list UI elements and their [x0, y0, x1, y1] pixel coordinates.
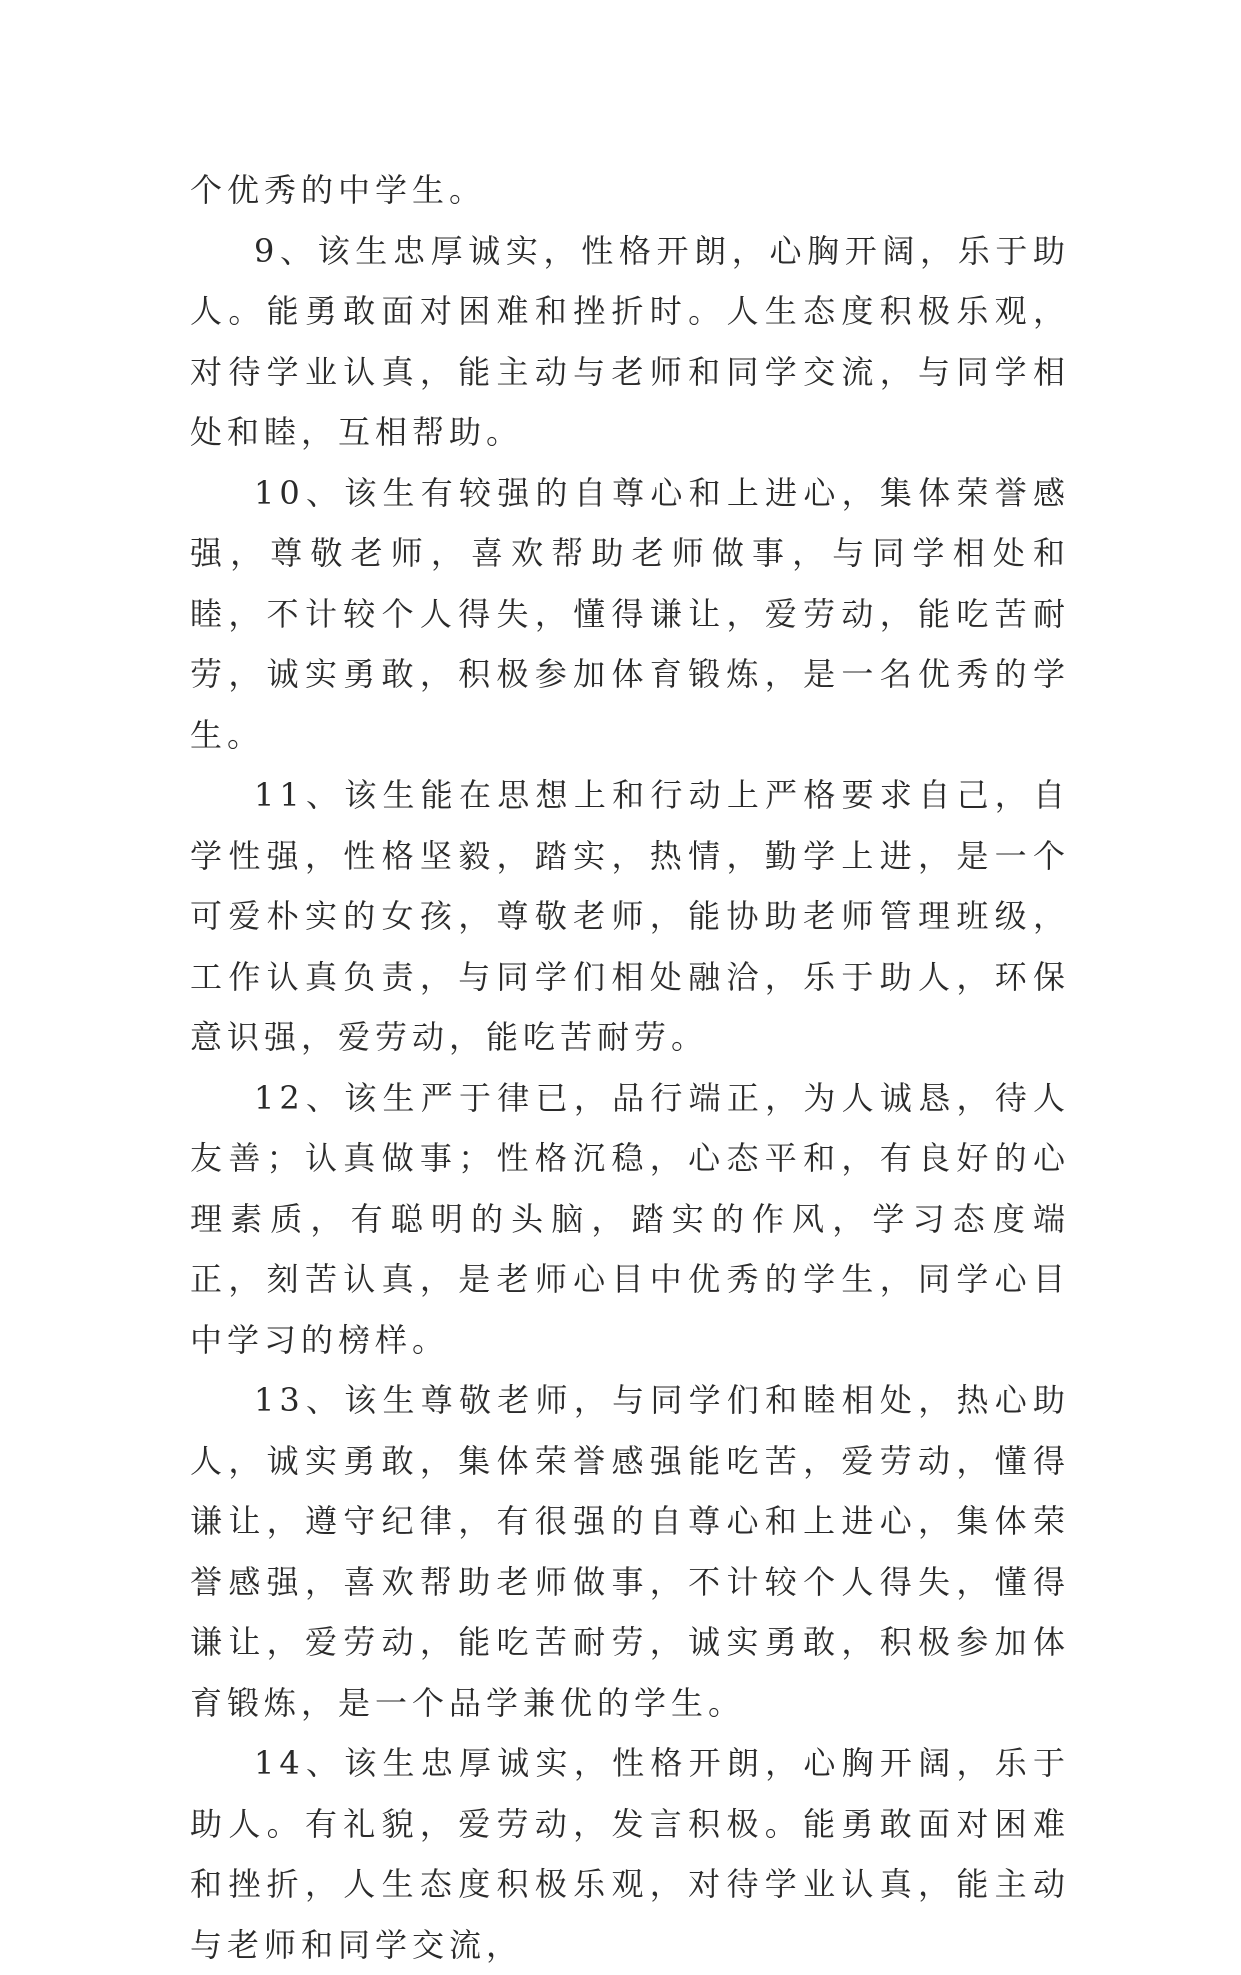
- paragraph-item-12: 12、该生严于律已，品行端正，为人诚恳，待人友善；认真做事；性格沉稳，心态平和，有良好的心理素质，有聪明的头脑，踏实的作风，学习态度端正，刻苦认真，是老师心目中优秀的学生，同学心目中学习的榜样。: [190, 1078, 1070, 1359]
- document-body: [190, 160, 1070, 1975]
- paragraph-item-13: 13、该生尊敬老师，与同学们和睦相处，热心助人，诚实勇敢，集体荣誉感强能吃苦，爱劳动，懂得谦让，遵守纪律，有很强的自尊心和上进心，集体荣誉感强，喜欢帮助老师做事，不计较个人得失，懂得谦让，爱劳动，能吃苦耐劳，诚实勇敢，积极参加体育锻炼，是一个品学兼优的学生。: [190, 1381, 1070, 1722]
- paragraph-continuation: 个优秀的中学生。: [190, 171, 487, 209]
- paragraph-item-14: 14、该生忠厚诚实，性格开朗，心胸开阔，乐于助人。有礼貌，爱劳动，发言积极。能勇敢面对困难和挫折，人生态度积极乐观，对待学业认真，能主动与老师和同学交流，: [190, 1744, 1070, 1964]
- paragraph-item-10: 10、该生有较强的自尊心和上进心，集体荣誉感强，尊敬老师，喜欢帮助老师做事，与同学相处和睦，不计较个人得失，懂得谦让，爱劳动，能吃苦耐劳，诚实勇敢，积极参加体育锻炼，是一名优秀的学生。: [190, 473, 1070, 754]
- paragraph-item-9: 9、该生忠厚诚实，性格开朗，心胸开阔，乐于助人。能勇敢面对困难和挫折时。人生态度积极乐观，对待学业认真，能主动与老师和同学交流，与同学相处和睦，互相帮助。: [190, 231, 1070, 451]
- paragraph-item-11: 11、该生能在思想上和行动上严格要求自己，自学性强，性格坚毅，踏实，热情，勤学上进，是一个可爱朴实的女孩，尊敬老师，能协助老师管理班级，工作认真负责，与同学们相处融洽，乐于助人，环保意识强，爱劳动，能吃苦耐劳。: [190, 776, 1070, 1056]
